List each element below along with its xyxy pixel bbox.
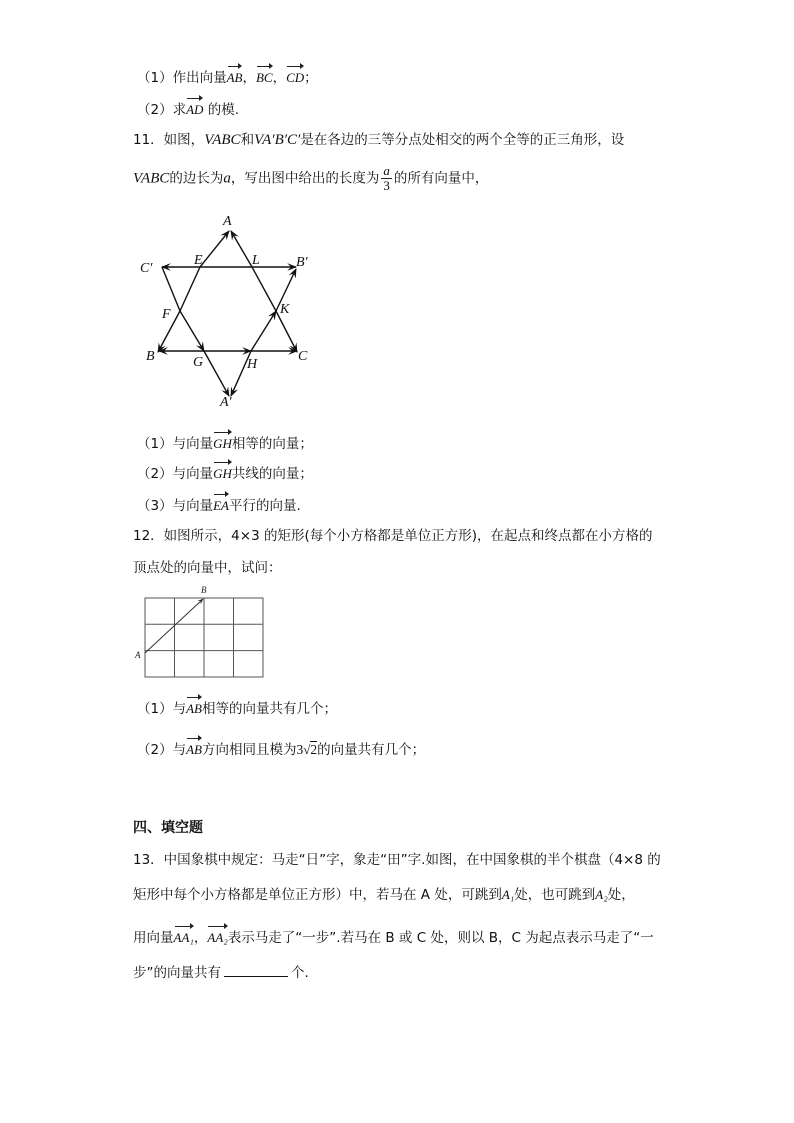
answer-blank[interactable] [224, 962, 288, 977]
label-b-prime: B′ [296, 255, 308, 270]
q12-stem-line2: 顶点处的向量中，试问： [133, 560, 282, 576]
q13-text: 步”的向量共有 [133, 965, 221, 981]
grid-label-b: B [201, 585, 207, 595]
q13-text: 处， [607, 887, 635, 903]
label-a: A [223, 214, 232, 229]
vector-cd: CD [286, 66, 304, 88]
comma: ， [242, 70, 256, 86]
label-c: C [298, 349, 308, 364]
triangle-abc: VABC [204, 132, 241, 148]
seg-e-f [180, 267, 200, 311]
q11-part2-text: 共线的向量； [231, 466, 313, 482]
conj: 和 [240, 132, 255, 148]
frac-den: 3 [383, 178, 390, 193]
label-f: F [162, 307, 171, 322]
seg-l-k [252, 267, 276, 311]
comma: ， [193, 930, 208, 946]
fraction-a-over-3 [381, 164, 392, 193]
label-b: B [146, 349, 155, 364]
vector-ab: AB [227, 66, 243, 88]
label-k: K [280, 302, 290, 317]
q11-part2 [137, 462, 313, 484]
label-g: G [193, 355, 204, 370]
label-e: E [194, 253, 203, 268]
q12-part2-text: 的向量共有几个； [317, 742, 426, 758]
seg-h-k [251, 311, 276, 351]
q12-part2-text: 方向相同且模为 [201, 742, 297, 758]
frac-num: a [383, 163, 390, 178]
q10-part2-suffix: 的模. [203, 102, 240, 118]
section-title: 四、填空题 [133, 820, 203, 836]
label-a-prime: A′ [220, 395, 232, 410]
seg-l-a [231, 231, 252, 267]
q11-stem-text: 是在各边的三等分点处相交的两个全等的正三角形，设 [300, 132, 625, 148]
q11-stem-line1 [133, 130, 624, 150]
q13-text: 用向量 [133, 930, 174, 946]
q11-part2-label: （2）与向量 [137, 466, 214, 482]
vector-gh: GH [213, 432, 232, 454]
q13-text: 表示马走了“一步”.若马在 B 或 C 处，则以 B，C 为起点表示马走了“一 [227, 930, 654, 946]
q10-part2-label: （2）求 [137, 102, 187, 118]
q11-part1 [137, 432, 313, 454]
q12-part1 [137, 697, 337, 719]
q11-part3-text: 平行的向量. [228, 498, 301, 514]
label-h: H [247, 357, 258, 372]
radical-3-sqrt2 [296, 741, 317, 757]
q10-part1-label: （1）作出向量 [137, 70, 227, 86]
label-c-prime: C′ [140, 261, 153, 276]
q11-part1-label: （1）与向量 [137, 436, 214, 452]
label-l: L [252, 253, 260, 268]
semicolon: ； [304, 70, 318, 86]
q12-part2 [137, 738, 425, 760]
triangle-abc-prime: VA′B′C′ [254, 132, 301, 148]
q12-part1-text: 相等的向量共有几个； [201, 701, 337, 717]
comma: ， [272, 70, 287, 86]
point-a2: A₂ [595, 887, 608, 902]
hexagram-figure [132, 210, 332, 410]
vector-aa2: AA₂ [207, 926, 227, 948]
seg-k-c [276, 311, 297, 352]
q11-number: 11．如图， [133, 132, 205, 148]
triangle-abc: VABC [133, 170, 170, 187]
var-a: a [223, 170, 231, 187]
point-a1: A₁ [501, 887, 515, 902]
radicand: 2 [310, 742, 318, 757]
seg-c2-f [162, 267, 180, 311]
seg-g-a2 [204, 351, 229, 396]
radical-coef: 3 [296, 742, 304, 757]
q11-part3-label: （3）与向量 [137, 498, 214, 514]
sqrt-sign: √ [303, 742, 311, 757]
grid-label-a: A [135, 650, 141, 660]
q11-part1-text: 相等的向量； [231, 436, 313, 452]
vector-ad: AD [186, 98, 203, 120]
q11-stem-line2 [133, 164, 488, 193]
seg-f-g [180, 311, 204, 351]
seg-e-a [200, 231, 229, 267]
q13-line4 [133, 962, 309, 983]
vector-gh: GH [213, 462, 232, 484]
vector-ab: AB [186, 738, 202, 760]
grid-figure [132, 582, 272, 682]
q13-text: 个. [291, 965, 309, 981]
q12-stem-line1: 12．如图所示，4×3 的矩形(每个小方格都是单位正方形)，在起点和终点都在小方格的 [133, 528, 653, 544]
vector-bc: BC [256, 66, 273, 88]
q11-stem-text: 的所有向量中， [393, 170, 489, 187]
vector-aa1: AA₁ [174, 926, 194, 948]
vector-ab: AB [186, 697, 202, 719]
q11-stem-text: 的边长为 [169, 170, 224, 187]
q13-line2 [133, 885, 635, 905]
vector-ea: EA [213, 494, 229, 516]
q12-part1-label: （1）与 [137, 701, 187, 717]
q11-stem-text: ，写出图中给出的长度为 [230, 170, 380, 187]
q13-line3 [133, 926, 654, 948]
q12-part2-label: （2）与 [137, 742, 187, 758]
q10-part2 [137, 98, 239, 120]
q11-part3 [137, 494, 301, 516]
q13-line1: 13．中国象棋中规定：马走“日”字，象走“田”字.如图，在中国象棋的半个棋盘（4×8 的 [133, 852, 661, 868]
q10-part1 [137, 66, 318, 88]
q13-text: 处，也可跳到 [514, 887, 596, 903]
q13-text: 矩形中每个小方格都是单位正方形）中，若马在 A 处，可跳到 [133, 887, 502, 903]
